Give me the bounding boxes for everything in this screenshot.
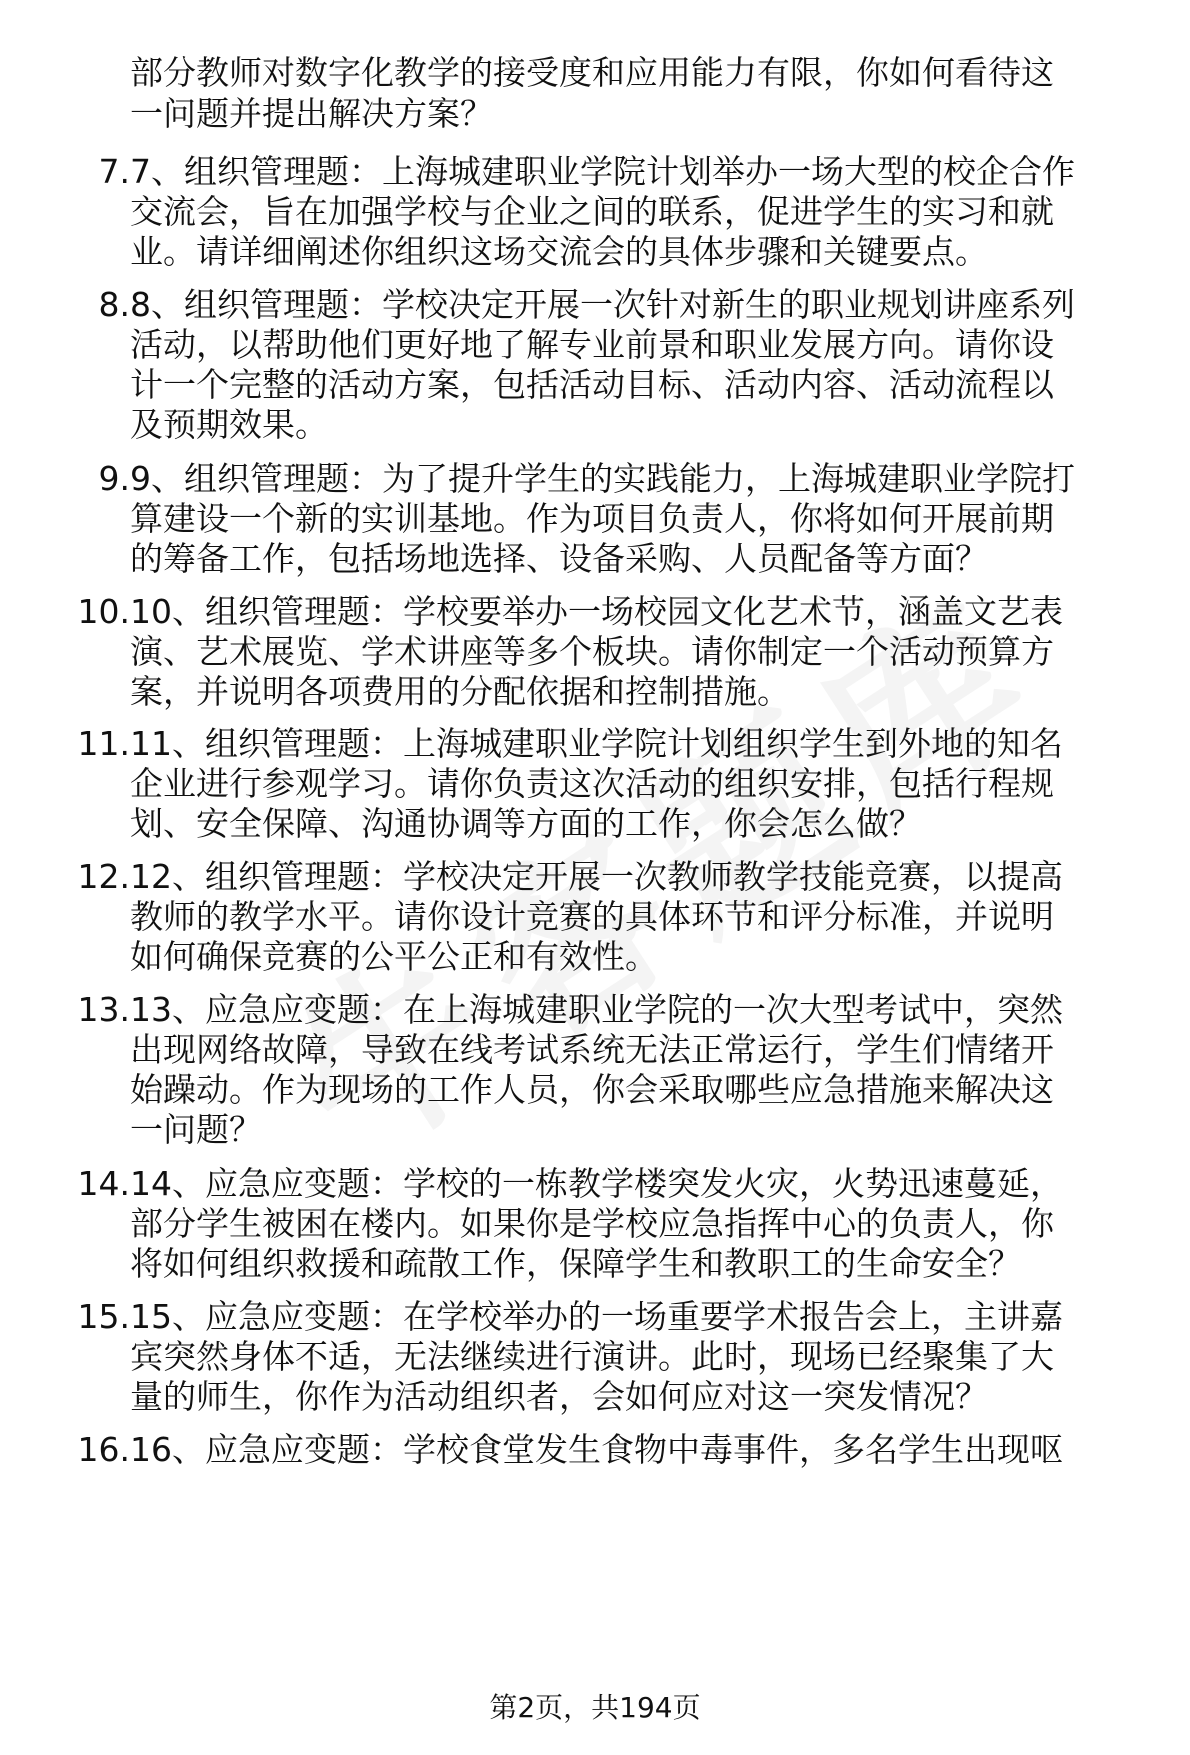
question-line: 的筹备工作，包括场地选择、设备采购、人员配备等方面？ <box>130 539 988 578</box>
question-text <box>130 1430 1160 1470</box>
question-line: 企业进行参观学习。请你负责这次活动的组织安排，包括行程规 <box>130 764 1054 803</box>
question-text <box>130 857 1160 977</box>
question-line: 16、应急应变题：学校食堂发生食物中毒事件，多名学生出现呕 <box>130 1430 1063 1469</box>
question-line: 10、组织管理题：学校要举办一场校园文化艺术节，涵盖文艺表 <box>130 592 1063 631</box>
question-line: 12、组织管理题：学校决定开展一次教师教学技能竞赛，以提高 <box>130 857 1063 896</box>
question-number: 16. <box>77 1430 130 1469</box>
question-number: 14. <box>77 1164 130 1203</box>
question-line: 13、应急应变题：在上海城建职业学院的一次大型考试中，突然 <box>130 990 1063 1029</box>
question-line: 业。请详细阐述你组织这场交流会的具体步骤和关键要点。 <box>130 232 988 271</box>
question-line: 将如何组织救援和疏散工作，保障学生和教职工的生命安全？ <box>130 1244 1021 1283</box>
question-line: 教师的教学水平。请你设计竞赛的具体环节和评分标准，并说明 <box>130 897 1054 936</box>
question-line: 算建设一个新的实训基地。作为项目负责人，你将如何开展前期 <box>130 499 1054 538</box>
question-line: 部分学生被困在楼内。如果你是学校应急指挥中心的负责人，你 <box>130 1204 1054 1243</box>
question-line: 如何确保竞赛的公平公正和有效性。 <box>130 937 658 976</box>
question-number: 12. <box>77 857 130 896</box>
question-line: 15、应急应变题：在学校举办的一场重要学术报告会上，主讲嘉 <box>130 1297 1063 1336</box>
question-line: 7、组织管理题：上海城建职业学院计划举办一场大型的校企合作 <box>130 152 1075 191</box>
intro-line: 部分教师对数字化教学的接受度和应用能力有限，你如何看待这 <box>130 53 1054 92</box>
question-line: 活动，以帮助他们更好地了解专业前景和职业发展方向。请你设 <box>130 325 1054 364</box>
page-footer: 第2页，共194页 <box>489 1691 701 1724</box>
question-number: 9. <box>98 459 130 498</box>
question-text <box>130 1164 1160 1284</box>
question-text <box>130 152 1160 272</box>
question-line: 11、组织管理题：上海城建职业学院计划组织学生到外地的知名 <box>130 724 1063 763</box>
question-line: 划、安全保障、沟通协调等方面的工作，你会怎么做？ <box>130 804 922 843</box>
question-text <box>130 724 1160 844</box>
question-line: 出现网络故障，导致在线考试系统无法正常运行，学生们情绪开 <box>130 1030 1054 1069</box>
question-line: 9、组织管理题：为了提升学生的实践能力，上海城建职业学院打 <box>130 459 1075 498</box>
question-line: 8、组织管理题：学校决定开展一次针对新生的职业规划讲座系列 <box>130 285 1075 324</box>
intro-line: 一问题并提出解决方案？ <box>130 94 493 133</box>
question-number: 8. <box>98 285 130 324</box>
question-number: 7. <box>98 152 130 191</box>
question-line: 计一个完整的活动方案，包括活动目标、活动内容、活动流程以 <box>130 365 1054 404</box>
question-number: 10. <box>77 592 130 631</box>
question-line: 宾突然身体不适，无法继续进行演讲。此时，现场已经聚集了大 <box>130 1337 1054 1376</box>
question-line: 始躁动。作为现场的工作人员，你会采取哪些应急措施来解决这 <box>130 1070 1054 1109</box>
question-number: 11. <box>77 724 130 763</box>
question-text <box>130 459 1160 579</box>
question-line: 一问题？ <box>130 1110 262 1149</box>
question-line: 演、艺术展览、学术讲座等多个板块。请你制定一个活动预算方 <box>130 632 1054 671</box>
question-line: 14、应急应变题：学校的一栋教学楼突发火灾，火势迅速蔓延， <box>130 1164 1063 1203</box>
question-text <box>130 285 1160 445</box>
question-line: 量的师生，你作为活动组织者，会如何应对这一突发情况？ <box>130 1377 988 1416</box>
question-number: 15. <box>77 1297 130 1336</box>
question-line: 案，并说明各项费用的分配依据和控制措施。 <box>130 672 790 711</box>
question-number: 13. <box>77 990 130 1029</box>
question-line: 及预期效果。 <box>130 405 328 444</box>
question-line: 交流会，旨在加强学校与企业之间的联系，促进学生的实习和就 <box>130 192 1054 231</box>
question-text <box>130 1297 1160 1417</box>
question-text <box>130 592 1160 712</box>
question-text <box>130 990 1160 1150</box>
